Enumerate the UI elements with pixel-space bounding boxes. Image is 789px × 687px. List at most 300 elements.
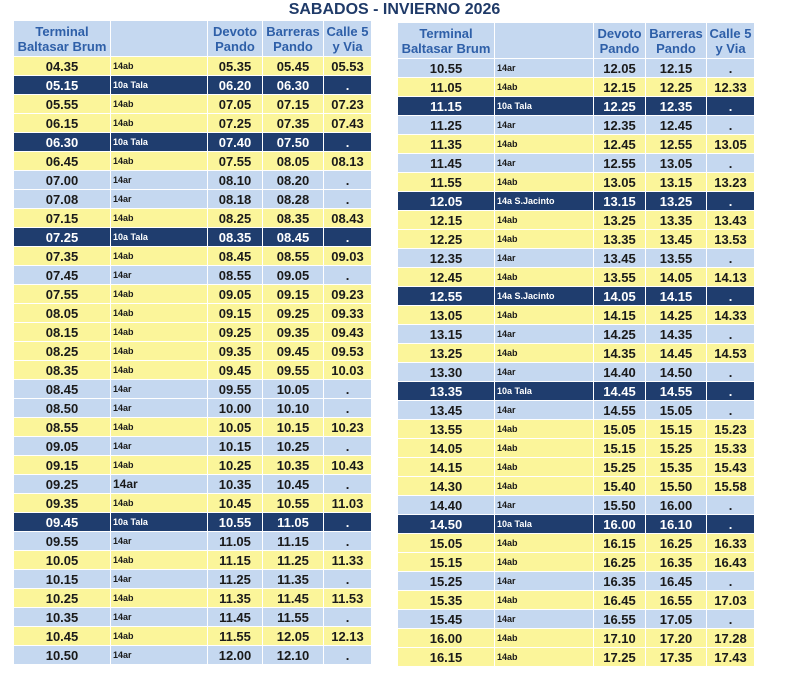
calle5-time: . xyxy=(324,475,372,494)
barreras-time: 12.35 xyxy=(646,97,707,116)
devoto-time: 10.25 xyxy=(208,456,263,475)
barreras-time: 09.25 xyxy=(263,304,324,323)
barreras-time: 15.50 xyxy=(646,477,707,496)
table-row xyxy=(14,266,372,285)
barreras-time: 16.55 xyxy=(646,591,707,610)
barreras-time: 09.15 xyxy=(263,285,324,304)
barreras-time: 06.30 xyxy=(263,76,324,95)
barreras-time: 14.15 xyxy=(646,287,707,306)
table-row xyxy=(398,496,755,515)
table-row xyxy=(14,190,372,209)
calle5-time: 15.23 xyxy=(707,420,755,439)
header-barreras: Barreras Pando xyxy=(263,21,324,57)
route-label: 14ar xyxy=(111,646,208,665)
devoto-time: 16.00 xyxy=(594,515,646,534)
table-row xyxy=(398,306,755,325)
devoto-time: 07.25 xyxy=(208,114,263,133)
devoto-time: 08.18 xyxy=(208,190,263,209)
calle5-time: 11.53 xyxy=(324,589,372,608)
barreras-time: 05.45 xyxy=(263,57,324,76)
calle5-time: 17.03 xyxy=(707,591,755,610)
calle5-time: 08.43 xyxy=(324,209,372,228)
devoto-time: 15.25 xyxy=(594,458,646,477)
terminal-time: 14.15 xyxy=(398,458,495,477)
calle5-time: 14.33 xyxy=(707,306,755,325)
calle5-time: . xyxy=(324,513,372,532)
route-label: 14ab xyxy=(111,494,208,513)
barreras-time: 08.28 xyxy=(263,190,324,209)
barreras-time: 13.45 xyxy=(646,230,707,249)
devoto-time: 10.00 xyxy=(208,399,263,418)
table-row xyxy=(14,247,372,266)
calle5-time: 14.53 xyxy=(707,344,755,363)
route-label: 14ab xyxy=(111,418,208,437)
table-row xyxy=(14,532,372,551)
devoto-time: 06.20 xyxy=(208,76,263,95)
terminal-time: 15.25 xyxy=(398,572,495,591)
devoto-time: 07.40 xyxy=(208,133,263,152)
table-row xyxy=(398,154,755,173)
devoto-time: 12.55 xyxy=(594,154,646,173)
devoto-time: 11.45 xyxy=(208,608,263,627)
table-row xyxy=(14,361,372,380)
terminal-time: 07.00 xyxy=(14,171,111,190)
terminal-time: 13.30 xyxy=(398,363,495,382)
terminal-time: 07.25 xyxy=(14,228,111,247)
table-row xyxy=(398,534,755,553)
barreras-time: 14.05 xyxy=(646,268,707,287)
devoto-time: 14.40 xyxy=(594,363,646,382)
calle5-time: 15.33 xyxy=(707,439,755,458)
route-label: 10a Tala xyxy=(495,515,594,534)
terminal-time: 11.55 xyxy=(398,173,495,192)
devoto-time: 09.35 xyxy=(208,342,263,361)
devoto-time: 11.15 xyxy=(208,551,263,570)
barreras-time: 08.35 xyxy=(263,209,324,228)
terminal-time: 07.15 xyxy=(14,209,111,228)
devoto-time: 16.25 xyxy=(594,553,646,572)
calle5-time: 11.33 xyxy=(324,551,372,570)
terminal-time: 15.35 xyxy=(398,591,495,610)
barreras-time: 17.05 xyxy=(646,610,707,629)
route-label: 14ab xyxy=(495,420,594,439)
terminal-time: 12.35 xyxy=(398,249,495,268)
route-label: 14ar xyxy=(111,437,208,456)
devoto-time: 15.50 xyxy=(594,496,646,515)
route-label: 14ab xyxy=(495,629,594,648)
header-terminal: Terminal Baltasar Brum xyxy=(14,21,111,57)
devoto-time: 17.10 xyxy=(594,629,646,648)
calle5-time: . xyxy=(324,532,372,551)
timetable-right xyxy=(397,22,755,667)
devoto-time: 15.40 xyxy=(594,477,646,496)
terminal-time: 11.45 xyxy=(398,154,495,173)
route-label: 14ab xyxy=(111,209,208,228)
terminal-time: 08.15 xyxy=(14,323,111,342)
devoto-time: 13.35 xyxy=(594,230,646,249)
terminal-time: 11.05 xyxy=(398,78,495,97)
devoto-time: 12.45 xyxy=(594,135,646,154)
route-label: 14ab xyxy=(495,648,594,667)
route-label: 14ab xyxy=(111,57,208,76)
route-label: 14ar xyxy=(111,570,208,589)
devoto-time: 17.25 xyxy=(594,648,646,667)
barreras-time: 16.00 xyxy=(646,496,707,515)
barreras-time: 11.25 xyxy=(263,551,324,570)
table-row xyxy=(14,456,372,475)
route-label: 14ab xyxy=(111,323,208,342)
header-route xyxy=(111,21,208,57)
barreras-time: 13.25 xyxy=(646,192,707,211)
calle5-time: . xyxy=(707,401,755,420)
devoto-time: 08.45 xyxy=(208,247,263,266)
devoto-time: 16.35 xyxy=(594,572,646,591)
page-title: SABADOS - INVIERNO 2026 xyxy=(288,1,501,18)
route-label: 10a Tala xyxy=(111,76,208,95)
barreras-time: 12.05 xyxy=(263,627,324,646)
terminal-time: 08.55 xyxy=(14,418,111,437)
terminal-time: 08.05 xyxy=(14,304,111,323)
calle5-time: . xyxy=(707,363,755,382)
route-label: 14ab xyxy=(495,534,594,553)
terminal-time: 12.45 xyxy=(398,268,495,287)
devoto-time: 05.35 xyxy=(208,57,263,76)
devoto-time: 16.15 xyxy=(594,534,646,553)
terminal-time: 15.15 xyxy=(398,553,495,572)
table-row xyxy=(14,437,372,456)
route-label: 14ar xyxy=(495,363,594,382)
barreras-time: 15.25 xyxy=(646,439,707,458)
devoto-time: 11.25 xyxy=(208,570,263,589)
route-label: 14ar xyxy=(111,608,208,627)
table-row xyxy=(14,57,372,76)
devoto-time: 07.55 xyxy=(208,152,263,171)
table-row xyxy=(398,477,755,496)
barreras-time: 14.35 xyxy=(646,325,707,344)
terminal-time: 06.45 xyxy=(14,152,111,171)
route-label: 14ar xyxy=(111,190,208,209)
barreras-time: 10.15 xyxy=(263,418,324,437)
terminal-time: 16.00 xyxy=(398,629,495,648)
terminal-time: 07.45 xyxy=(14,266,111,285)
devoto-time: 14.55 xyxy=(594,401,646,420)
terminal-time: 07.08 xyxy=(14,190,111,209)
table-row xyxy=(398,648,755,667)
calle5-time: . xyxy=(707,59,755,78)
terminal-time: 12.05 xyxy=(398,192,495,211)
route-label: 14ar xyxy=(111,532,208,551)
calle5-time: 09.43 xyxy=(324,323,372,342)
timetable-right-body xyxy=(398,59,755,667)
header-barreras: Barreras Pando xyxy=(646,23,707,59)
route-label: 14ab xyxy=(495,591,594,610)
route-label: 14ab xyxy=(111,627,208,646)
barreras-time: 09.55 xyxy=(263,361,324,380)
table-row xyxy=(14,209,372,228)
calle5-time: 13.23 xyxy=(707,173,755,192)
route-label: 14ar xyxy=(111,266,208,285)
devoto-time: 14.15 xyxy=(594,306,646,325)
barreras-time: 14.55 xyxy=(646,382,707,401)
terminal-time: 14.40 xyxy=(398,496,495,515)
header-row xyxy=(14,21,372,57)
calle5-time: . xyxy=(707,610,755,629)
table-row xyxy=(398,401,755,420)
terminal-time: 09.25 xyxy=(14,475,111,494)
barreras-time: 11.15 xyxy=(263,532,324,551)
table-row xyxy=(14,608,372,627)
barreras-time: 16.10 xyxy=(646,515,707,534)
route-label: 10a Tala xyxy=(111,133,208,152)
devoto-time: 16.45 xyxy=(594,591,646,610)
terminal-time: 09.55 xyxy=(14,532,111,551)
terminal-time: 10.05 xyxy=(14,551,111,570)
calle5-time: . xyxy=(324,437,372,456)
calle5-time: 09.33 xyxy=(324,304,372,323)
route-label: 14ar xyxy=(111,171,208,190)
devoto-time: 08.35 xyxy=(208,228,263,247)
route-label: 14ab xyxy=(495,306,594,325)
route-label: 14ar xyxy=(495,572,594,591)
barreras-time: 07.50 xyxy=(263,133,324,152)
devoto-time: 12.15 xyxy=(594,78,646,97)
barreras-time: 12.15 xyxy=(646,59,707,78)
terminal-time: 10.15 xyxy=(14,570,111,589)
table-row xyxy=(14,285,372,304)
barreras-time: 10.35 xyxy=(263,456,324,475)
devoto-time: 13.25 xyxy=(594,211,646,230)
barreras-time: 11.35 xyxy=(263,570,324,589)
calle5-time: 17.28 xyxy=(707,629,755,648)
calle5-time: . xyxy=(324,570,372,589)
route-label: 14ar xyxy=(495,496,594,515)
table-row xyxy=(398,287,755,306)
terminal-time: 16.15 xyxy=(398,648,495,667)
route-label: 10a Tala xyxy=(111,228,208,247)
table-row xyxy=(398,230,755,249)
devoto-time: 14.25 xyxy=(594,325,646,344)
terminal-time: 13.35 xyxy=(398,382,495,401)
route-label: 14ar xyxy=(495,116,594,135)
devoto-time: 08.10 xyxy=(208,171,263,190)
devoto-time: 09.55 xyxy=(208,380,263,399)
timetable-left xyxy=(13,20,372,665)
calle5-time: 12.33 xyxy=(707,78,755,97)
route-label: 10a Tala xyxy=(495,97,594,116)
terminal-time: 13.15 xyxy=(398,325,495,344)
route-label: 14ab xyxy=(495,477,594,496)
barreras-time: 08.45 xyxy=(263,228,324,247)
terminal-time: 14.30 xyxy=(398,477,495,496)
calle5-time: 13.05 xyxy=(707,135,755,154)
barreras-time: 10.45 xyxy=(263,475,324,494)
barreras-time: 10.10 xyxy=(263,399,324,418)
devoto-time: 07.05 xyxy=(208,95,263,114)
terminal-time: 07.55 xyxy=(14,285,111,304)
route-label: 14ab xyxy=(111,114,208,133)
route-label: 14ab xyxy=(495,344,594,363)
terminal-time: 06.15 xyxy=(14,114,111,133)
barreras-time: 12.45 xyxy=(646,116,707,135)
table-row xyxy=(398,610,755,629)
barreras-time: 08.55 xyxy=(263,247,324,266)
devoto-time: 10.55 xyxy=(208,513,263,532)
table-row xyxy=(398,78,755,97)
calle5-time: . xyxy=(324,76,372,95)
terminal-time: 09.35 xyxy=(14,494,111,513)
terminal-time: 13.25 xyxy=(398,344,495,363)
calle5-time: . xyxy=(707,496,755,515)
table-row xyxy=(398,591,755,610)
table-row xyxy=(398,192,755,211)
terminal-time: 09.15 xyxy=(14,456,111,475)
terminal-time: 11.15 xyxy=(398,97,495,116)
devoto-time: 09.05 xyxy=(208,285,263,304)
table-row xyxy=(398,325,755,344)
devoto-time: 15.15 xyxy=(594,439,646,458)
devoto-time: 13.15 xyxy=(594,192,646,211)
route-label: 14ab xyxy=(111,342,208,361)
route-label: 14ab xyxy=(111,95,208,114)
terminal-time: 11.35 xyxy=(398,135,495,154)
table-row xyxy=(398,344,755,363)
calle5-time: 15.58 xyxy=(707,477,755,496)
barreras-time: 07.35 xyxy=(263,114,324,133)
terminal-time: 06.30 xyxy=(14,133,111,152)
terminal-time: 10.50 xyxy=(14,646,111,665)
barreras-time: 13.05 xyxy=(646,154,707,173)
barreras-time: 15.05 xyxy=(646,401,707,420)
barreras-time: 16.45 xyxy=(646,572,707,591)
terminal-time: 12.55 xyxy=(398,287,495,306)
devoto-time: 08.25 xyxy=(208,209,263,228)
table-row xyxy=(14,646,372,665)
table-row xyxy=(398,135,755,154)
calle5-time: 17.43 xyxy=(707,648,755,667)
route-label: 14ar xyxy=(495,325,594,344)
calle5-time: . xyxy=(707,515,755,534)
terminal-time: 13.45 xyxy=(398,401,495,420)
table-row xyxy=(14,323,372,342)
devoto-time: 16.55 xyxy=(594,610,646,629)
route-label: 14a S.Jacinto xyxy=(495,287,594,306)
header-calle5: Calle 5 y Via xyxy=(707,23,755,59)
barreras-time: 12.55 xyxy=(646,135,707,154)
table-row xyxy=(398,268,755,287)
terminal-time: 05.55 xyxy=(14,95,111,114)
terminal-time: 05.15 xyxy=(14,76,111,95)
devoto-time: 14.45 xyxy=(594,382,646,401)
devoto-time: 10.35 xyxy=(208,475,263,494)
calle5-time: 11.03 xyxy=(324,494,372,513)
terminal-time: 11.25 xyxy=(398,116,495,135)
calle5-time: 13.43 xyxy=(707,211,755,230)
route-label: 14ab xyxy=(495,268,594,287)
calle5-time: . xyxy=(707,572,755,591)
calle5-time: 09.53 xyxy=(324,342,372,361)
route-label: 14ab xyxy=(495,211,594,230)
terminal-time: 09.05 xyxy=(14,437,111,456)
calle5-time: . xyxy=(324,190,372,209)
calle5-time: . xyxy=(707,154,755,173)
terminal-time: 07.35 xyxy=(14,247,111,266)
terminal-time: 13.55 xyxy=(398,420,495,439)
devoto-time: 13.55 xyxy=(594,268,646,287)
devoto-time: 08.55 xyxy=(208,266,263,285)
terminal-time: 08.50 xyxy=(14,399,111,418)
terminal-time: 08.35 xyxy=(14,361,111,380)
barreras-time: 10.25 xyxy=(263,437,324,456)
terminal-time: 10.25 xyxy=(14,589,111,608)
calle5-time: . xyxy=(707,116,755,135)
terminal-time: 12.15 xyxy=(398,211,495,230)
route-label: 10a Tala xyxy=(495,382,594,401)
devoto-time: 13.05 xyxy=(594,173,646,192)
table-row xyxy=(398,572,755,591)
table-row xyxy=(398,420,755,439)
route-label: 14a S.Jacinto xyxy=(495,192,594,211)
route-label: 10a Tala xyxy=(111,513,208,532)
terminal-time: 04.35 xyxy=(14,57,111,76)
calle5-time: 09.03 xyxy=(324,247,372,266)
terminal-time: 08.25 xyxy=(14,342,111,361)
route-label: 14ab xyxy=(495,553,594,572)
header-devoto: Devoto Pando xyxy=(208,21,263,57)
devoto-time: 11.55 xyxy=(208,627,263,646)
table-row xyxy=(398,97,755,116)
calle5-time: 13.53 xyxy=(707,230,755,249)
timetable-left-body xyxy=(14,57,372,665)
devoto-time: 12.25 xyxy=(594,97,646,116)
table-row xyxy=(14,570,372,589)
devoto-time: 09.45 xyxy=(208,361,263,380)
table-row xyxy=(398,629,755,648)
terminal-time: 10.45 xyxy=(14,627,111,646)
route-label: 14ab xyxy=(111,304,208,323)
barreras-time: 12.25 xyxy=(646,78,707,97)
header-terminal: Terminal Baltasar Brum xyxy=(398,23,495,59)
barreras-time: 16.25 xyxy=(646,534,707,553)
barreras-time: 12.10 xyxy=(263,646,324,665)
devoto-time: 12.05 xyxy=(594,59,646,78)
barreras-time: 11.45 xyxy=(263,589,324,608)
table-row xyxy=(14,133,372,152)
calle5-time: . xyxy=(324,228,372,247)
calle5-time: . xyxy=(324,399,372,418)
table-row xyxy=(14,304,372,323)
calle5-time: 07.23 xyxy=(324,95,372,114)
terminal-time: 12.25 xyxy=(398,230,495,249)
barreras-time: 15.35 xyxy=(646,458,707,477)
table-row xyxy=(14,399,372,418)
table-row xyxy=(398,211,755,230)
terminal-time: 15.45 xyxy=(398,610,495,629)
terminal-time: 13.05 xyxy=(398,306,495,325)
route-label: 14ab xyxy=(495,439,594,458)
table-row xyxy=(14,152,372,171)
calle5-time: . xyxy=(324,380,372,399)
calle5-time: 09.23 xyxy=(324,285,372,304)
route-label: 14ab xyxy=(111,361,208,380)
table-row xyxy=(14,114,372,133)
route-label: 14ab xyxy=(111,285,208,304)
table-row xyxy=(14,589,372,608)
devoto-time: 11.05 xyxy=(208,532,263,551)
devoto-time: 10.15 xyxy=(208,437,263,456)
route-label: 14ab xyxy=(111,152,208,171)
route-label: 14ab xyxy=(111,456,208,475)
devoto-time: 10.05 xyxy=(208,418,263,437)
